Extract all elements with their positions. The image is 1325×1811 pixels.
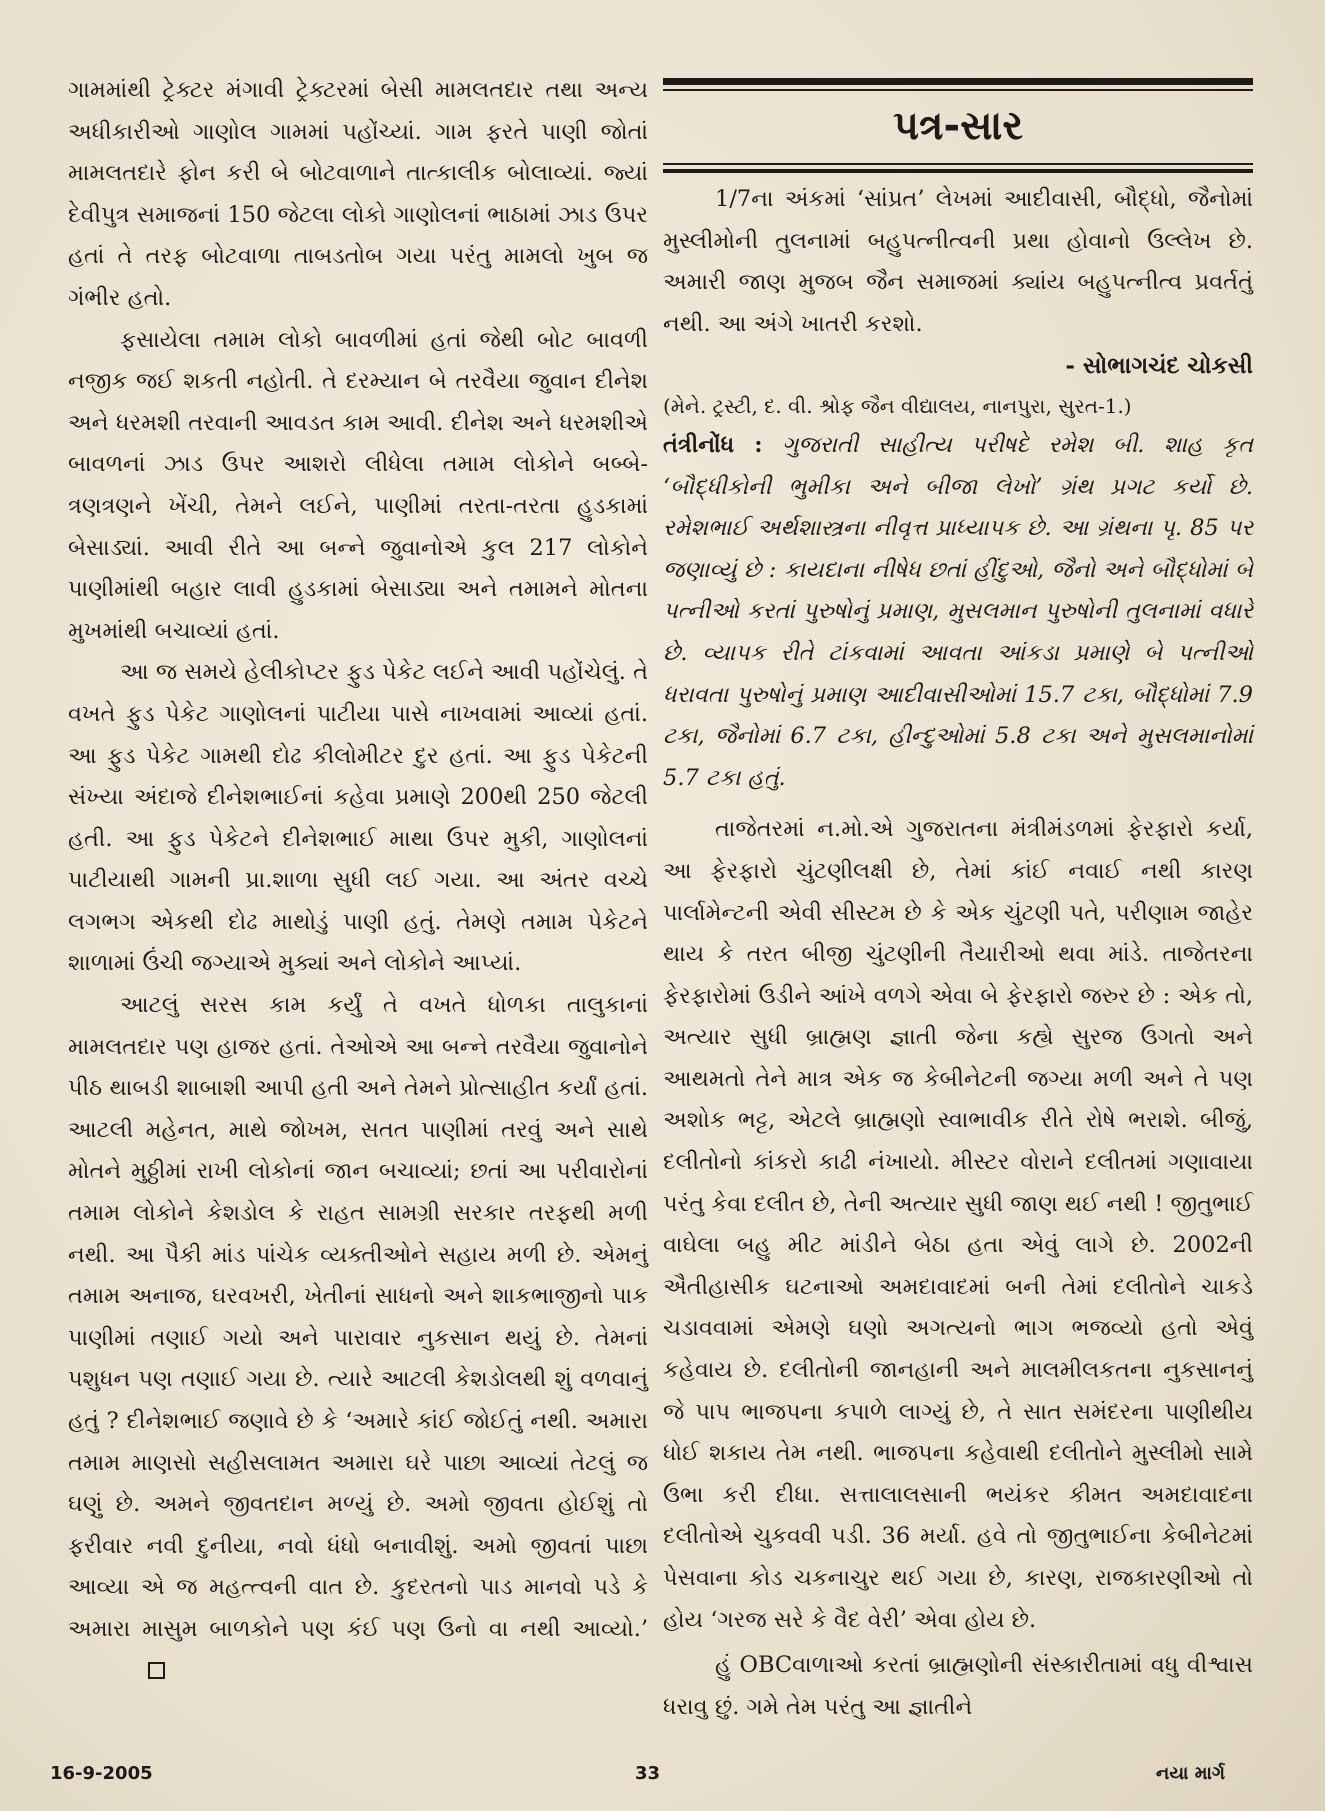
letter-text: 1/7ના અંકમાં ‘સાંપ્રત’ લેખમાં આદીવાસી, બૌદ્ધો, જૈનોમાં મુસ્લીમોની તુલનામાં બહુપત્નીત્વની પ્રથા હોવાનો ઉલ્લેખ છે. અમારી જાણ મુજબ જૈન સમાજમાં ક્યાંય બહુપત્નીત્વ પ્રવર્તતું નથી. આ અંગે ખાતરી કરશો. [663, 186, 1253, 337]
letter-affiliation: (મેને. ટ્રસ્ટી, દ. વી. શ્રોફ જૈન વીદ્યાલય, નાનપુરા, સુરત-1.) [663, 393, 1132, 418]
article-paragraph-4 [68, 985, 648, 1692]
commentary-paragraph-2: હું OBCવાળાઓ કરતાં બ્રાહ્મણોની સંસ્કારીતામાં વધુ વીશ્વાસ ધરાવુ છું. ગમે તેમ પરંતુ આ જ્ઞાતીને [663, 1652, 1253, 1720]
section-title: પત્ર-સાર [892, 103, 1024, 149]
article-paragraph-4-text: આટલું સરસ કામ કર્યું તે વખતે ધોળકા તાલુકાનાં મામલતદાર પણ હાજર હતાં. તેઓએ આ બન્ને તરવૈયા જુવાનોને પીઠ થાબડી શાબાશી આપી હતી અને તેમને પ્રોત્સાહીત કર્યાં હતાં. આટલી મહેનત, માથે જોખમ, સતત પાણીમાં તરવું અને સાથે મોતને મુઠ્ઠીમાં રાખી લોકોનાં જાન બચાવ્યાં; છતાં આ પરીવારોનાં તમામ લોકોને કેશડોલ કે રાહત સામગ્રી સરકાર તરફથી મળી નથી. આ પૈકી માંડ પાંચેક વ્યક્તીઓને સહાય મળી છે. એમનું તમામ અનાજ, ઘરવખરી, ખેતીનાં સાધનો અને શાકભાજીનો પાક પાણીમાં તણાઈ ગયો અને પારાવાર નુકસાન થયું છે. તેમનાં પશુધન પણ તણાઈ ગયા છે. ત્યારે આટલી કેશડોલથી શું વળવાનું હતું ? દીનેશભાઈ જણાવે છે કે ‘અમારે કાંઈ જોઈતું નથી. અમારા તમામ માણસો સહીસલામત અમારા ઘરે પાછા આવ્યાં તેટલું જ ઘણું છે. અમને જીવતદાન મળ્યું છે. અમો જીવતા હોઈશું તો ફરીવાર નવી દુનીયા, નવો ધંધો બનાવીશું. અમો જીવતાં પાછા આવ્યા એ જ મહત્ત્વની વાત છે. કુદરતનો પાડ માનવો પડે કે અમારા માસુમ બાળકોને પણ કંઈ પણ ઉનો વા નથી આવ્યો.’ [68, 992, 649, 1642]
editor-note-text: ગુજરાતી સાહીત્ય પરીષદે રમેશ બી. શાહ કૃત ‘બૌદ્ધીકોની ભુમીકા અને બીજા લેખો’ ગ્રંથ પ્રગટ કર્યો છે. રમેશભાઈ અર્થશાસ્ત્રના નીવૃત્ત પ્રાધ્યાપક છે. આ ગ્રંથના પૃ. 85 પર જણાવ્યું છે : કાયદાના નીષેધ છતાં હીંદુઓ, જૈનો અને બૌદ્ધોમાં બે પત્નીઓ કરતાં પુરુષોનું પ્રમાણ, મુસલમાન પુરુષોની તુલનામાં વધારે છે. વ્યાપક રીતે ટાંકવામાં આવતા આંકડા પ્રમાણે બે પત્નીઓ ધરાવતા પુરુષોનું પ્રમાણ આદીવાસીઓમાં 15.7 ટકા, બૌદ્ધોમાં 7.9 ટકા, જૈનોમાં 6.7 ટકા, હીન્દુઓમાં 5.8 ટકા અને મુસલમાનોમાં 5.7 ટકા હતું. [663, 431, 1253, 791]
footer-page-number: 33 [635, 1763, 661, 1784]
editor-note [663, 425, 1253, 799]
section-title-under-rule [663, 163, 1253, 165]
left-column [68, 70, 648, 1692]
right-column [663, 78, 1253, 1728]
article-paragraph-2: ફસાયેલા તમામ લોકો બાવળીમાં હતાં જેથી બોટ બાવળી નજીક જઈ શકતી નહોતી. તે દરમ્યાન બે તરવૈયા જુવાન દીનેશ અને ધરમશી તરવાની આવડત કામ આવી. દીનેશ અને ધરમશીએ બાવળનાં ઝાડ ઉપર આશરો લીધેલા તમામ લોકોને બબ્બે-ત્રણત્રણને ખેંચી, તેમને લઈને, પાણીમાં તરતા-તરતા હુડકામાં બેસાડ્યાં. આવી રીતે આ બન્ને જુવાનોએ કુલ 217 લોકોને પાણીમાંથી બહાર લાવી હુડકામાં બેસાડ્યા અને તમામને મોતના મુખમાંથી બચાવ્યાં હતાં. [68, 326, 648, 644]
section-top-rule [663, 78, 1253, 85]
footer-magazine-name: નયા માર્ગ [1155, 1763, 1225, 1784]
section-top-thin-rule [663, 89, 1253, 91]
section-title-under-thick-rule [663, 169, 1253, 173]
article-paragraph-1: ગામમાંથી ટ્રેક્ટર મંગાવી ટ્રેક્ટરમાં બેસી મામલતદાર તથા અન્ય અધીકારીઓ ગાણોલ ગામમાં પહોંચ્યાં. ગામ ફરતે પાણી જોતાં મામલતદારે ફોન કરી બે બોટવાળાને તાત્કાલીક બોલાવ્યાં. જ્યાં દેવીપુત્ર સમાજનાં 150 જેટલા લોકો ગાણોલનાં ભાઠામાં ઝાડ ઉપર હતાં તે તરફ બોટવાળા તાબડતોબ ગયા પરંતુ મામલો ખુબ જ ગંભીર હતો. [68, 77, 648, 311]
footer-date: 16-9-2005 [50, 1763, 153, 1784]
editor-note-label: તંત્રીનોંધ : [663, 431, 763, 458]
commentary-paragraph-1: તાજેતરમાં ન.મો.એ ગુજરાતના મંત્રીમંડળમાં ફેરફારો કર્યા, આ ફેરફારો ચુંટણીલક્ષી છે, તેમાં કાંઈ નવાઈ નથી કારણ પાર્લામેન્ટની એવી સીસ્ટમ છે કે એક ચુંટણી પતે, પરીણામ જાહેર થાય કે તરત બીજી ચુંટણીની તૈયારીઓ થવા માંડે. તાજેતરના ફેરફારોમાં ઉડીને આંખે વળગે એવા બે ફેરફારો જરુર છે : એક તો, અત્યાર સુધી બ્રાહ્મણ જ્ઞાતી જેના કહ્યે સુરજ ઉગતો અને આથમતો તેને માત્ર એક જ કેબીનેટની જગ્યા મળી અને તે પણ અશોક ભટ્ટ, એટલે બ્રાહ્મણો સ્વાભાવીક રીતે રોષે ભરાશે. બીજું, દલીતોનો કાંકરો કાઢી નંખાયો. મીસ્ટર વોરાને દલીતમાં ગણાવાયા પરંતુ કેવા દલીત છે, તેની અત્યાર સુધી જાણ થઈ નથી ! જીતુભાઈ વાઘેલા બહુ મીટ માંડીને બેઠા હતા એવું લાગે છે. 2002ની ઐતીહાસીક ઘટનાઓ અમદાવાદમાં બની તેમાં દલીતોને ચાકડે ચડાવવામાં એમણે ઘણો અગત્યનો ભાગ ભજવ્યો હતો એવું કહેવાય છે. દલીતોની જાનહાની અને માલમીલકતના નુકસાનનું જે પાપ ભાજપના કપાળે લાગ્યું છે, તે સાત સમંદરના પાણીથીય ધોઈ શકાય તેમ નથી. ભાજપના કહેવાથી દલીતોને મુસ્લીમો સામે ઉભા કરી દીધા. સત્તાલાલસાની ભયંકર કીમત અમદાવાદના દલીતોએ ચુકવવી પડી. 36 મર્યા. હવે તો જીતુભાઈના કેબીનેટમાં પેસવાના કોડ ચકનાચુર થઈ ગયા છે, કારણ, રાજકારણીઓ તો હોય ‘ગરજ સરે કે વૈદ વેરી’ એવા હોય છે. [663, 816, 1253, 1633]
article-paragraph-3: આ જ સમયે હેલીકોપ્ટર ફુડ પેકેટ લઈને આવી પહોંચેલું. તે વખતે ફુડ પેકેટ ગાણોલનાં પાટીયા પાસે નાખવામાં આવ્યાં હતાં. આ ફુડ પેકેટ ગામથી દોઢ કીલોમીટર દુર હતાં. આ ફુડ પેકેટની સંખ્યા અંદાજે દીનેશભાઈનાં કહેવા પ્રમાણે 200થી 250 જેટલી હતી. આ ફુડ પેકેટને દીનેશભાઈ માથા ઉપર મુકી, ગાણોલનાં પાટીયાથી ગામની પ્રા.શાળા સુધી લઈ ગયા. આ અંતર વચ્ચે લગભગ એકથી દોઢ માથોડું પાણી હતું. તેમણે તમામ પેકેટને શાળામાં ઉંચી જગ્યાએ મુક્યાં અને લોકોને આપ્યાં. [68, 659, 648, 977]
letter-author: - સોભાગચંદ ચોકસી [1065, 352, 1253, 380]
end-of-article-mark [148, 1662, 165, 1679]
page-footer [0, 1763, 1325, 1793]
